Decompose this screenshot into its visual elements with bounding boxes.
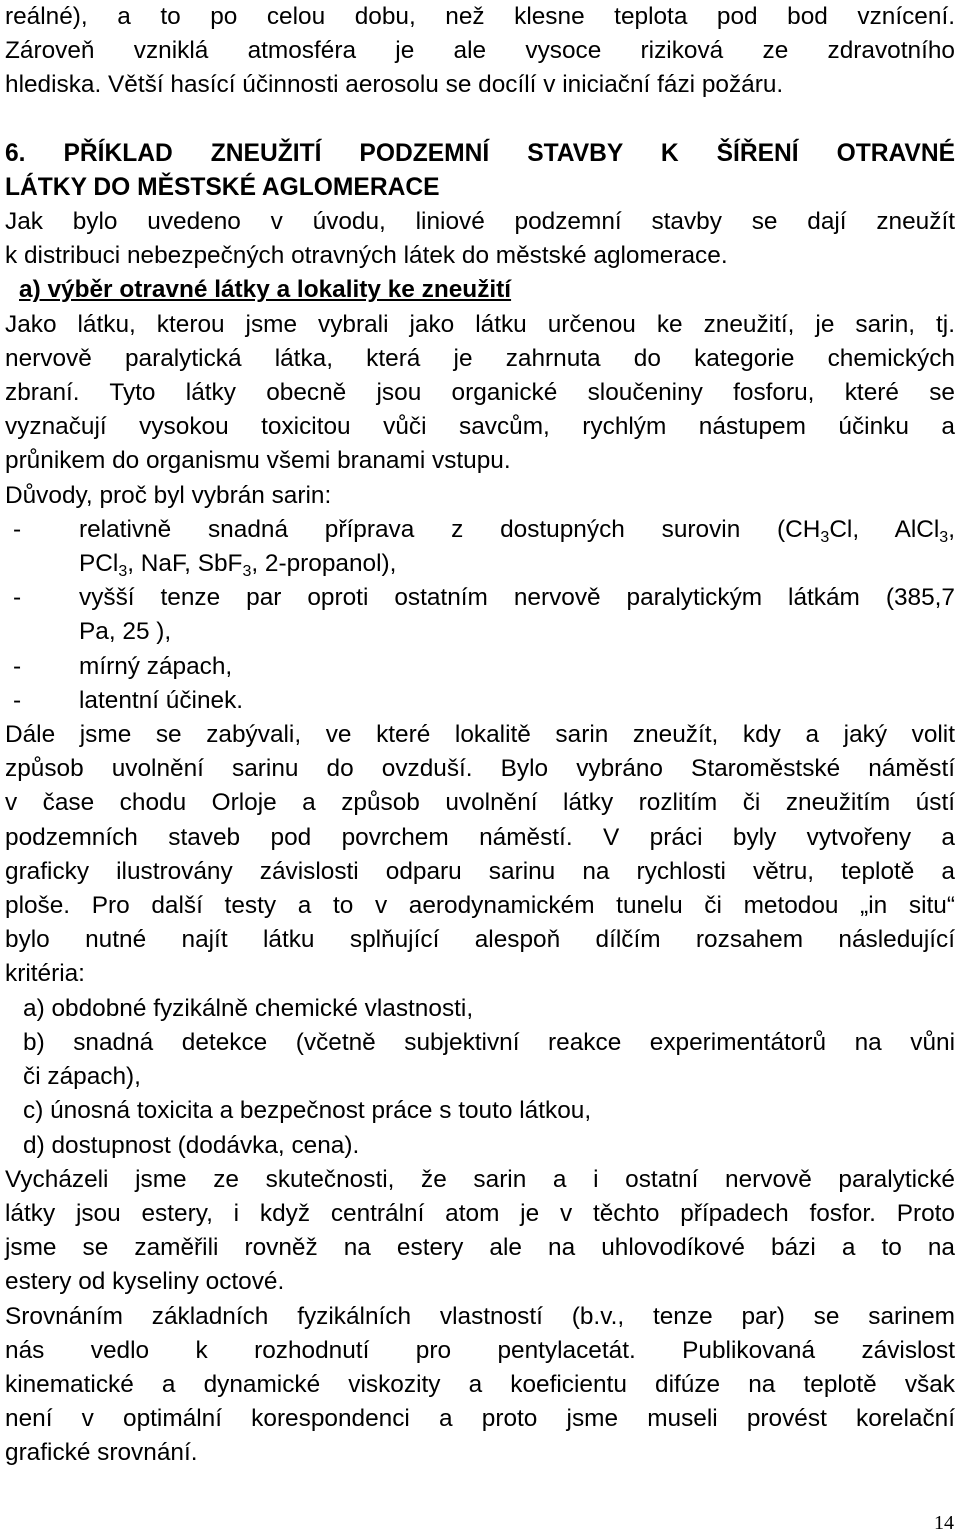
- text-line: Vycházeli jsme ze skutečnosti, že sarin a i ostatní nervově paralytické: [5, 1165, 955, 1193]
- paragraph: [5, 205, 955, 273]
- text-line: průnikem do organismu všemi branami vstupu.: [5, 447, 511, 475]
- text-line: c) únosná toxicita a bezpečnost práce s touto látkou,: [23, 1097, 592, 1125]
- text-line: mírný zápach,: [79, 652, 233, 680]
- text-line: není v optimální korespondenci a proto jsme museli provést korelační: [5, 1405, 955, 1433]
- paragraph: [5, 308, 955, 479]
- list-item: [5, 992, 955, 1026]
- text-line: k distribuci nebezpečných otravných látek do městské aglomerace.: [5, 242, 728, 270]
- list-dash: -: [13, 686, 22, 714]
- text-line: Jako látku, kterou jsme vybrali jako látku určenou ke zneužití, je sarin, tj.: [5, 310, 955, 338]
- text-line: b) snadná detekce (včetně subjektivní reakce experimentátorů na vůni: [23, 1028, 955, 1056]
- text-line: Zároveň vzniklá atmosféra je ale vysoce riziková ze zdravotního: [5, 37, 955, 65]
- list-item: [5, 1026, 955, 1094]
- list-item: [5, 684, 955, 718]
- section-heading-line: 6. PŘÍKLAD ZNEUŽITÍ PODZEMNÍ STAVBY K ŠÍŘENÍ OTRAVNÉ: [5, 139, 955, 167]
- text-line: kritéria:: [5, 960, 85, 988]
- page-number: 14: [934, 1512, 954, 1534]
- list-item: [5, 1129, 955, 1163]
- spacer: [5, 103, 955, 137]
- text-line: způsob uvolnění sarinu do ovzduší. Bylo vybráno Staroměstské náměstí: [5, 755, 955, 783]
- criteria-list: [5, 992, 955, 1163]
- text-line: bylo nutné najít látku splňující alespoň dílčím rozsahem následující: [5, 926, 955, 954]
- text-line: či zápach),: [23, 1063, 141, 1091]
- intro-paragraph: [5, 0, 955, 103]
- text-line: zbraní. Tyto látky obecně jsou organické sloučeniny fosforu, které se: [5, 379, 955, 407]
- text-line: Jak bylo uvedeno v úvodu, liniové podzemní stavby se dají zneužít: [5, 208, 955, 236]
- text-line: relativně snadná příprava z dostupných surovin ($CH_3Cl$, AlCl$_3$,: [79, 515, 955, 546]
- section-heading-line: LÁTKY DO MĚSTSKÉ AGLOMERACE: [5, 173, 440, 201]
- list-dash: -: [13, 652, 22, 680]
- text-line: vyznačují vysokou toxicitou vůči savcům, rychlým nástupem účinku a: [5, 413, 955, 441]
- text-line: nervově paralytická látka, která je zahrnuta do kategorie chemických: [5, 344, 955, 372]
- list-item: [5, 513, 955, 581]
- paragraph: [5, 1300, 955, 1471]
- text-line: kinematické a dynamické viskozity a koeficientu difúze na teplotě však: [5, 1370, 955, 1398]
- text-line: ploše. Pro další testy a to v aerodynamickém tunelu či metodou „in situ“: [5, 892, 955, 920]
- text-line: jsme se zaměřili rovněž na estery ale na uhlovodíkové bázi a to na: [5, 1234, 955, 1262]
- list-item: [5, 581, 955, 649]
- reasons-list: [5, 513, 955, 718]
- list-item: [5, 1094, 955, 1128]
- text-line: nás vedlo k rozhodnutí pro pentylacetát. Publikovaná závislost: [5, 1336, 955, 1364]
- text-line: látky jsou estery, i když centrální atom je v těchto případech fosfor. Proto: [5, 1199, 955, 1227]
- text-line: Srovnáním základních fyzikálních vlastností (b.v., tenze par) se sarinem: [5, 1302, 955, 1330]
- list-dash: -: [13, 515, 22, 543]
- text-line: v čase chodu Orloje a způsob uvolnění látky rozlitím či zneužitím ústí: [5, 789, 955, 817]
- subsection-heading: a) výběr otravné látky a lokality ke zneužití: [19, 276, 512, 304]
- text-line: grafické srovnání.: [5, 1439, 198, 1467]
- section-heading: [5, 137, 955, 205]
- text-line: a) obdobné fyzikálně chemické vlastnosti,: [23, 994, 474, 1022]
- text-line: podzemních staveb pod povrchem náměstí. V práci byly vytvořeny a: [5, 823, 955, 851]
- list-item: [5, 650, 955, 684]
- document-page: [5, 0, 955, 1471]
- text-line: vyšší tenze par oproti ostatním nervově paralytickým látkám (385,7: [79, 584, 955, 612]
- text-line: PCl$_3$, NaF, SbF$_3$, 2-propanol),: [79, 550, 397, 581]
- paragraph: [5, 1163, 955, 1300]
- text-line: hlediska. Větší hasící účinnosti aerosolu se docílí v iniciační fázi požáru.: [5, 71, 784, 99]
- text-line: latentní účinek.: [79, 686, 244, 714]
- list-dash: -: [13, 584, 22, 612]
- text-line: estery od kyseliny octové.: [5, 1268, 285, 1296]
- text-line: reálné), a to po celou dobu, než klesne teplota pod bod vznícení.: [5, 3, 955, 30]
- text-line: d) dostupnost (dodávka, cena).: [23, 1131, 360, 1159]
- text-line: Pa, 25 ),: [79, 618, 172, 646]
- text-line: graficky ilustrovány závislosti odparu sarinu na rychlosti větru, teplotě a: [5, 857, 955, 885]
- reasons-intro: Důvody, proč byl vybrán sarin:: [5, 481, 332, 509]
- paragraph: [5, 718, 955, 992]
- text-line: Dále jsme se zabývali, ve které lokalitě sarin zneužít, kdy a jaký volit: [5, 721, 955, 749]
